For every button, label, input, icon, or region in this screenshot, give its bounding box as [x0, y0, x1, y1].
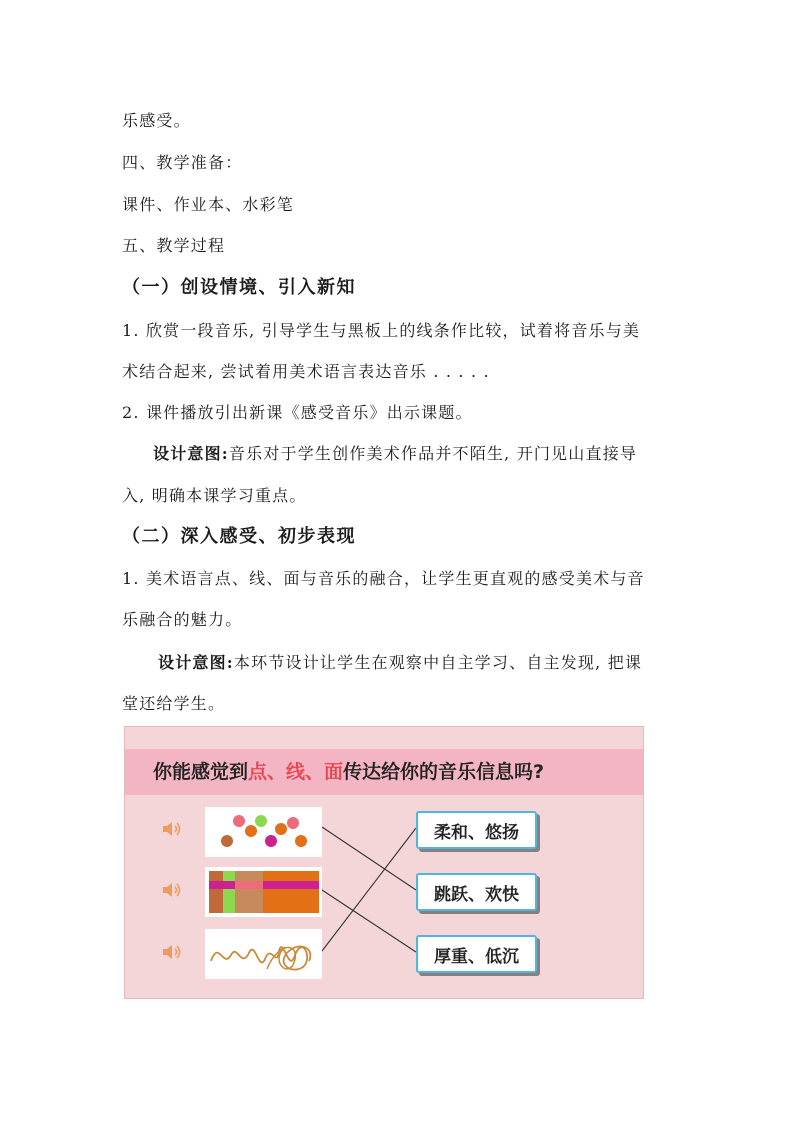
slide-title-post: 传达给你的音乐信息吗? — [343, 761, 545, 783]
section-heading-2: （二）深入感受、初步表现 — [122, 526, 356, 547]
answer-box[interactable]: 跳跃、欢快 — [416, 873, 537, 911]
matching-lines — [125, 727, 643, 998]
line-p6: 2. 课件播放引出新课《感受音乐》出示课题。 — [122, 403, 473, 422]
line-d2b: 堂还给学生。 — [122, 694, 226, 713]
design-intent-2 — [158, 650, 642, 673]
design-intent-text: 本环节设计让学生在观察中自主学习、自主发现, 把课 — [233, 653, 643, 672]
line-p5a: 1. 欣赏一段音乐, 引导学生与黑板上的线条作比较，试着将音乐与美 — [122, 321, 641, 340]
line-d1b: 入, 明确本课学习重点。 — [122, 486, 307, 505]
slide-title-highlight: 点、线、面 — [248, 761, 344, 783]
line-p7b: 乐融合的魅力。 — [122, 610, 243, 629]
line-p7a: 1. 美术语言点、线、面与音乐的融合，让学生更直观的感受美术与音 — [122, 569, 645, 588]
design-intent-text: 音乐对于学生创作美术作品并不陌生, 开门见山直接导 — [228, 444, 638, 463]
line-p2: 四、教学准备： — [122, 153, 243, 172]
line-p4: 五、教学过程 — [122, 236, 226, 255]
line-p5b: 术结合起来, 尝试着用美术语言表达音乐 . . . . . — [122, 362, 490, 381]
design-intent-label: 设计意图: — [158, 653, 234, 672]
line-p1: 乐感受。 — [122, 111, 191, 130]
answer-box[interactable]: 柔和、悠扬 — [416, 811, 537, 849]
answer-box[interactable]: 厚重、低沉 — [416, 935, 537, 973]
design-intent-label: 设计意图: — [153, 444, 229, 463]
section-heading-1: （一）创设情境、引入新知 — [122, 277, 356, 298]
slide-title-pre: 你能感觉到 — [153, 761, 249, 783]
line-p3: 课件、作业本、水彩笔 — [122, 195, 295, 214]
slide-figure — [124, 726, 644, 999]
design-intent-1 — [153, 441, 637, 464]
